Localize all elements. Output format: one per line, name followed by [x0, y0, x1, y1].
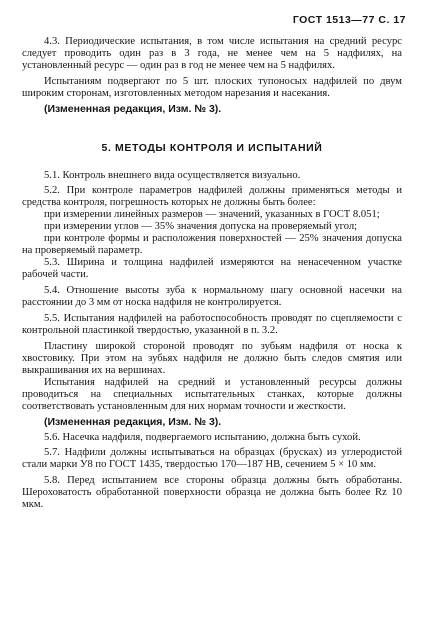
page-header: ГОСТ 1513—77 С. 17: [292, 14, 406, 26]
section-title: 5. МЕТОДЫ КОНТРОЛЯ И ИСПЫТАНИЙ: [101, 141, 323, 154]
paragraph-test-samples: Испытаниям подвергают по 5 шт. плоских тупоносых надфилей по двум широким сторонам, изготовленных методом нарезания и насекания.: [22, 76, 402, 100]
paragraph-5-5: 5.5. Испытания надфилей на работоспособность проводят по сцепляемости с контрольной пластинкой твердостью, указанной в п. 3.2.: [22, 312, 402, 336]
list-item-angles: при измерении углов — 35% значения допуска на проверяемый угол;: [44, 221, 358, 233]
paragraph-plate-method: Пластину широкой стороной проводят по зубьям надфиля от носка к хвостовику. При этом на зубьях надфиля не должно быть следов смятия или выкрашивания их на вершинах.: [22, 340, 402, 377]
paragraph-5-6: 5.6. Насечка надфиля, подвергаемого испытанию, должна быть сухой.: [44, 431, 361, 443]
paragraph-5-4: 5.4. Отношение высоты зуба к нормальному шагу основной насечки на расстоянии до 3 мм от носка надфиля не контролируется.: [22, 284, 402, 308]
list-item-form: при контроле формы и расположения поверхностей — 25% значения допуска на проверяемый параметр.: [22, 233, 402, 257]
amendment-note: (Измененная редакция, Изм. № 3).: [44, 416, 222, 429]
paragraph-resource-tests: Испытания надфилей на средний и установленный ресурсы должны проводиться на специальных испытательных станках, которые должны соответствовать установленным для них нормам точности и жесткости.: [22, 377, 402, 413]
paragraph-5-1: 5.1. Контроль внешнего вида осуществляется визуально.: [44, 169, 301, 181]
paragraph-5-2: 5.2. При контроле параметров надфилей должны применяться методы и средства контроля, погрешность которых не должны быть более:: [22, 184, 402, 208]
paragraph-4-3: 4.3. Периодические испытания, в том числе испытания на средний ресурс следует проводить один раз в 3 года, не менее чем на 5 надфилях, на установленный ресурс — один раз в год не менее чем на 5 надфилях.: [22, 36, 402, 72]
list-item-linear: при измерении линейных размеров — значений, указанных в ГОСТ 8.051;: [44, 208, 380, 220]
paragraph-5-7: 5.7. Надфили должны испытываться на образцах (брусках) из углеродистой стали марки У8 по ГОСТ 1435, твердостью 170—187 НВ, сечением 5 × 10 мм.: [22, 446, 402, 470]
document-body: [22, 36, 402, 511]
amendment-note: (Измененная редакция, Изм. № 3).: [44, 103, 222, 116]
paragraph-5-8: 5.8. Перед испытанием все стороны образца должны быть обработаны. Шероховатость обработанной поверхности образца не должна быть более Rz 10 мкм.: [22, 474, 402, 510]
paragraph-5-3: 5.3. Ширина и толщина надфилей измеряются на ненасеченном участке рабочей части.: [22, 257, 402, 281]
